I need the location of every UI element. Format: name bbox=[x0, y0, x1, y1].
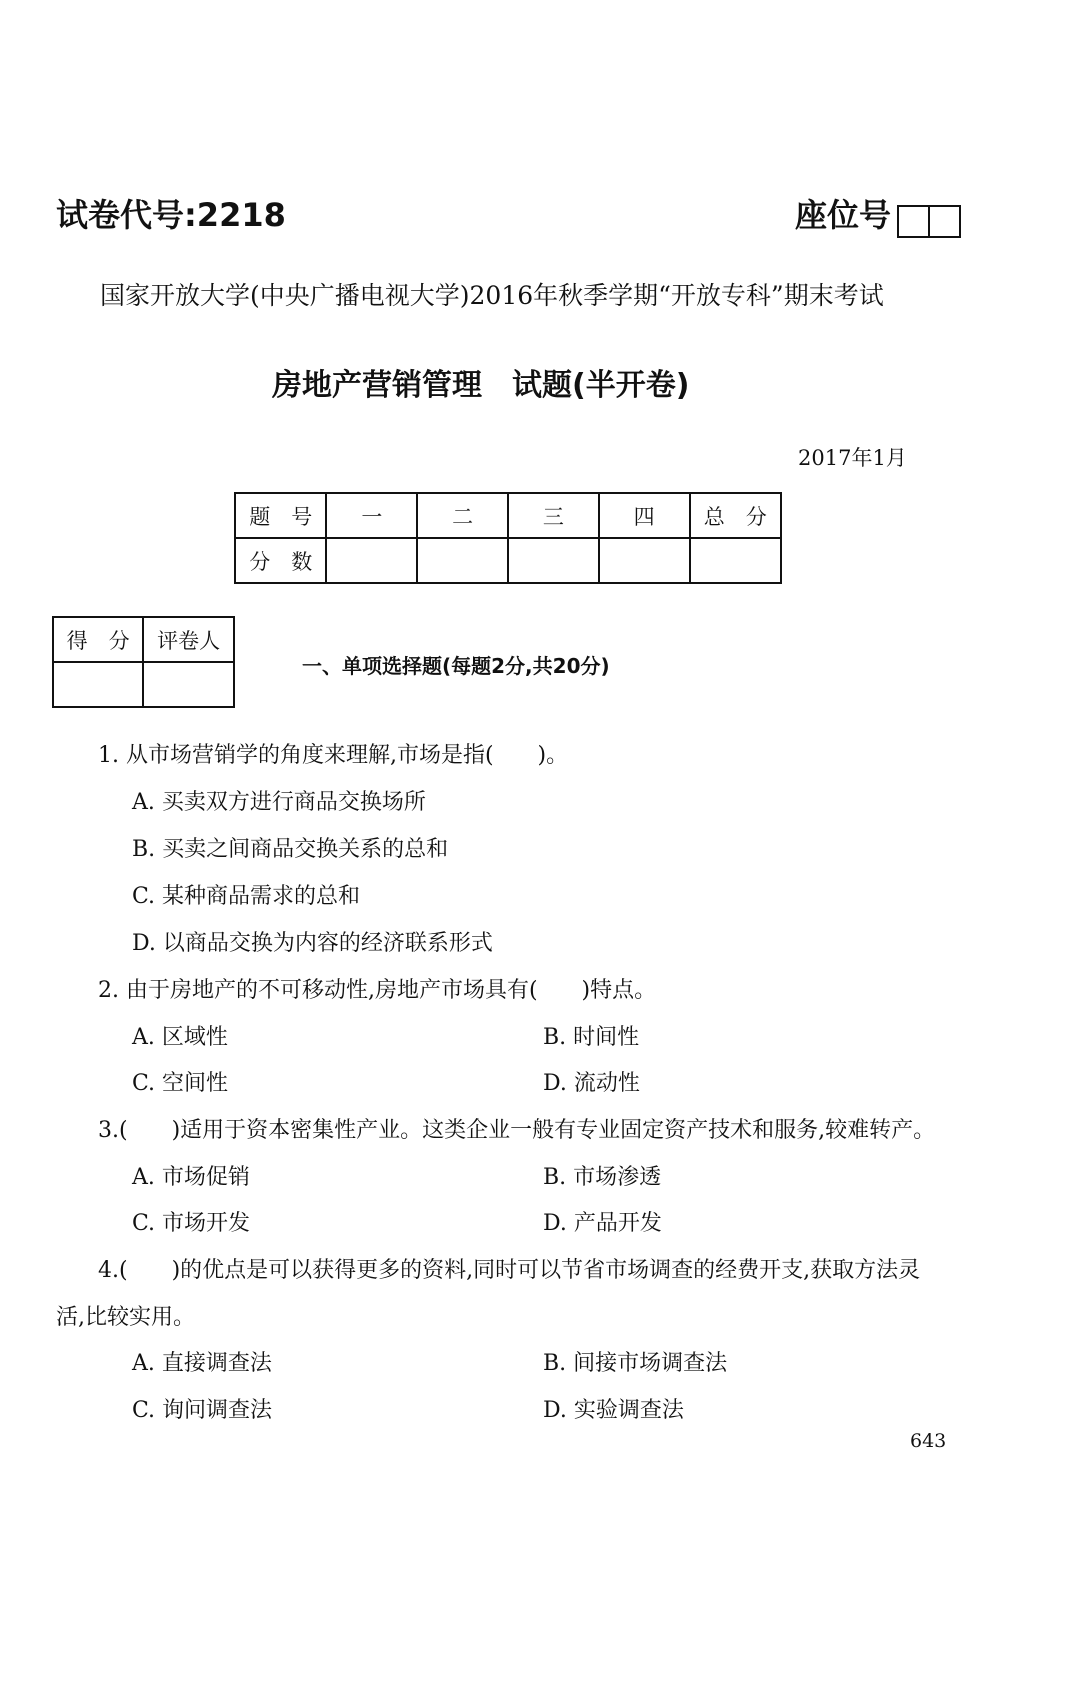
question-3-option-b: B. 市场渗透 bbox=[543, 1165, 662, 1190]
question-2-stem: 2. 由于房地产的不可移动性,房地产市场具有( )特点。 bbox=[98, 978, 657, 1003]
question-3-stem: 3.( )适用于资本密集性产业。这类企业一般有专业固定资产技术和服务,较难转产。 bbox=[98, 1118, 936, 1143]
exam-date: 2017年1月 bbox=[798, 446, 907, 470]
seat-number-label: 座位号 bbox=[795, 196, 892, 234]
grader-table bbox=[52, 616, 235, 708]
seat-number-box-1 bbox=[897, 205, 930, 238]
institution-line: 国家开放大学(中央广播电视大学)2016年秋季学期“开放专科”期末考试 bbox=[100, 281, 884, 310]
question-2-option-b: B. 时间性 bbox=[543, 1025, 640, 1050]
paper-code: 试卷代号:2218 bbox=[56, 196, 286, 234]
score-table-header-4: 四 bbox=[599, 493, 690, 538]
page-number: 643 bbox=[910, 1430, 947, 1452]
question-3-option-c: C. 市场开发 bbox=[132, 1211, 251, 1236]
score-table-header-total: 总 分 bbox=[690, 493, 782, 538]
question-4-stem-line-1: 4.( )的优点是可以获得更多的资料,同时可以节省市场调查的经费开支,获取方法灵 bbox=[98, 1258, 921, 1283]
grader-name-cell bbox=[143, 662, 234, 707]
question-2-option-a: A. 区域性 bbox=[132, 1025, 228, 1050]
question-1-option-b: B. 买卖之间商品交换关系的总和 bbox=[132, 837, 449, 862]
grader-table-score-label: 得 分 bbox=[53, 617, 143, 662]
score-table-header-question-no: 题 号 bbox=[235, 493, 326, 538]
question-4-option-b: B. 间接市场调查法 bbox=[543, 1351, 728, 1376]
score-table-header-2: 二 bbox=[417, 493, 508, 538]
seat-number-box-2 bbox=[928, 205, 961, 238]
score-table bbox=[234, 492, 782, 584]
score-cell bbox=[326, 538, 417, 583]
score-table-row-label: 分 数 bbox=[235, 538, 326, 583]
question-1-stem: 1. 从市场营销学的角度来理解,市场是指( )。 bbox=[98, 743, 569, 768]
section-heading: 一、单项选择题(每题2分,共20分) bbox=[302, 654, 610, 678]
grader-score-cell bbox=[53, 662, 143, 707]
score-cell bbox=[690, 538, 782, 583]
score-table-header-3: 三 bbox=[508, 493, 599, 538]
question-4-stem-line-2: 活,比较实用。 bbox=[56, 1305, 195, 1330]
question-4-option-a: A. 直接调查法 bbox=[132, 1351, 272, 1376]
grader-table-grader-label: 评卷人 bbox=[143, 617, 234, 662]
question-3-option-d: D. 产品开发 bbox=[543, 1211, 662, 1236]
question-2-option-d: D. 流动性 bbox=[543, 1071, 640, 1096]
question-1-option-d: D. 以商品交换为内容的经济联系形式 bbox=[132, 931, 493, 956]
question-4-option-c: C. 询问调查法 bbox=[132, 1398, 273, 1423]
score-cell bbox=[508, 538, 599, 583]
score-cell bbox=[417, 538, 508, 583]
question-1-option-a: A. 买卖双方进行商品交换场所 bbox=[132, 790, 426, 815]
score-cell bbox=[599, 538, 690, 583]
question-3-option-a: A. 市场促销 bbox=[132, 1165, 250, 1190]
question-1-option-c: C. 某种商品需求的总和 bbox=[132, 884, 361, 909]
exam-title: 房地产营销管理 试题(半开卷) bbox=[272, 368, 690, 403]
question-4-option-d: D. 实验调查法 bbox=[543, 1398, 684, 1423]
score-table-header-1: 一 bbox=[326, 493, 417, 538]
question-2-option-c: C. 空间性 bbox=[132, 1071, 229, 1096]
